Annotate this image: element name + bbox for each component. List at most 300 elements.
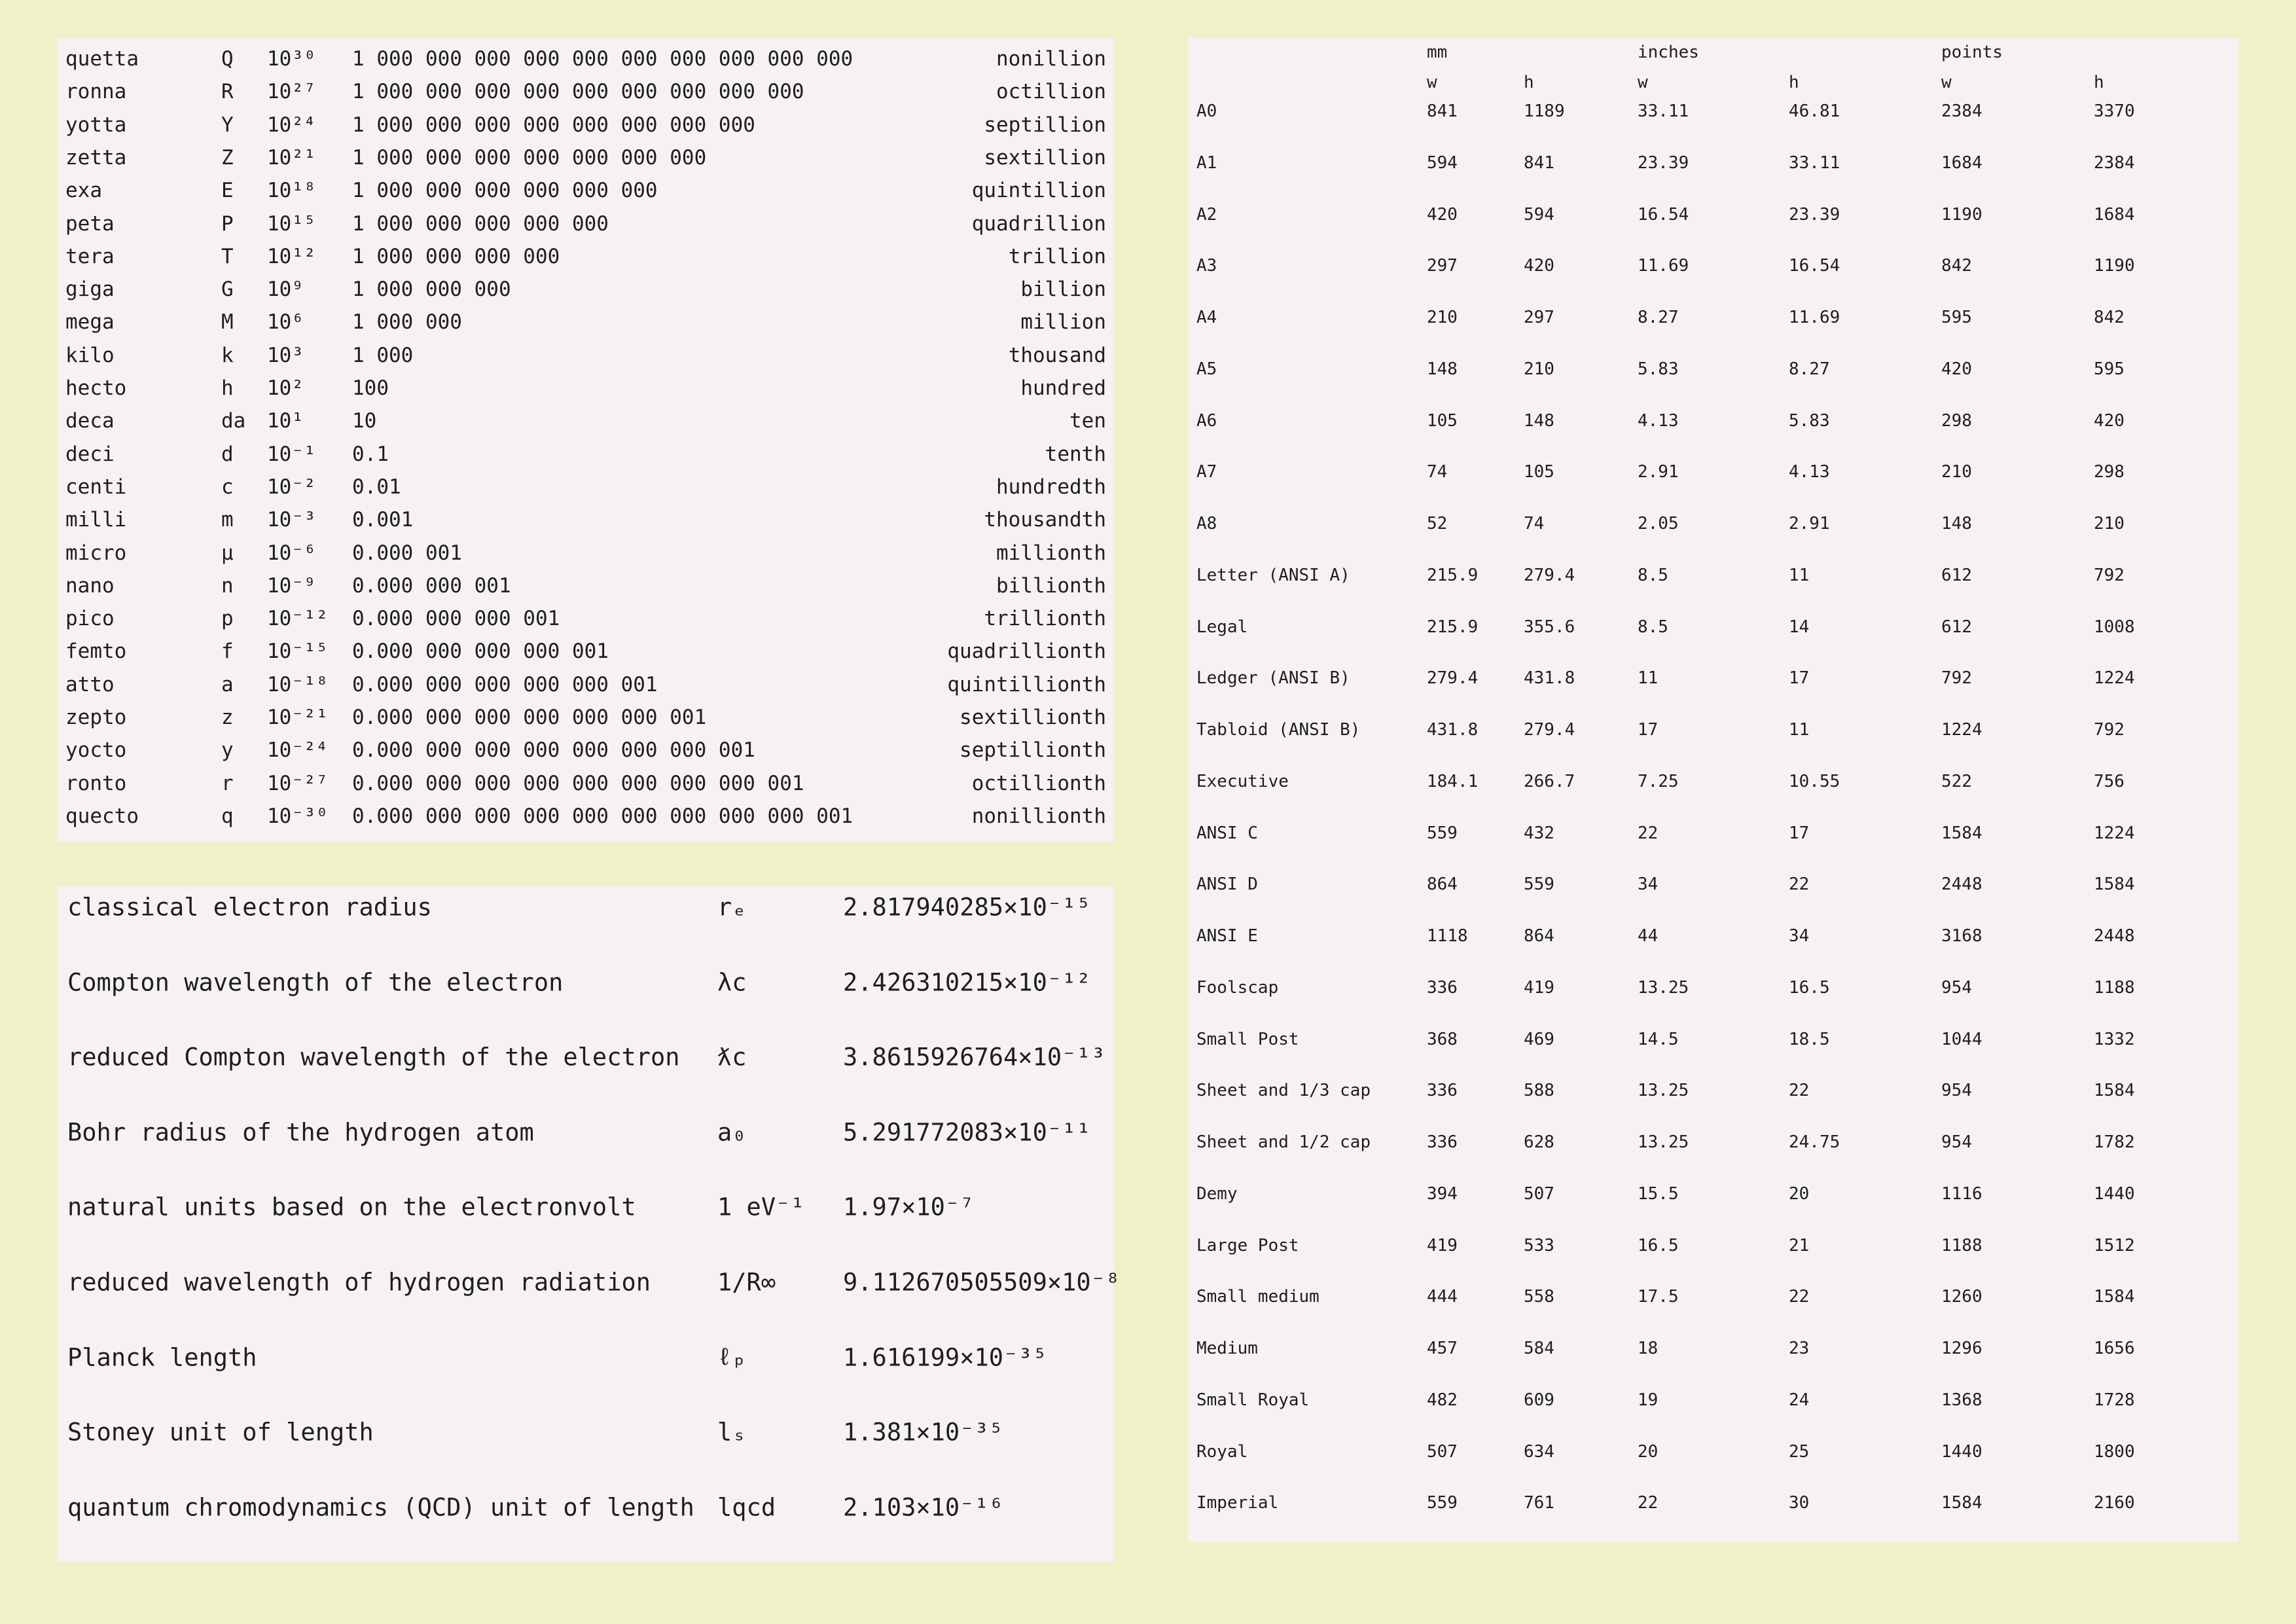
- height-mm: 628: [1524, 1132, 1554, 1152]
- prefix-power: 10⁻²⁷: [267, 771, 329, 795]
- paper-size-row: [1189, 511, 2238, 537]
- height-in: 17: [1789, 668, 1810, 689]
- width-in: 19: [1638, 1390, 1659, 1410]
- constant-symbol: a₀: [717, 1118, 747, 1147]
- width-pt: 1116: [1941, 1183, 1982, 1204]
- height-mm: 148: [1524, 410, 1554, 431]
- prefix-power: 10²¹: [267, 145, 316, 170]
- prefix-decimal: 0.000 000 000 000 000 001: [352, 672, 658, 696]
- paper-size-row: [1189, 665, 2238, 691]
- prefix-symbol: P: [221, 211, 234, 236]
- length-constant-row: [58, 1113, 1114, 1152]
- paper-name: ANSI D: [1196, 875, 1258, 895]
- paper-size-row: [1189, 1387, 2238, 1413]
- prefix-power: 10³: [267, 343, 304, 367]
- width-pt: 1584: [1941, 1493, 1982, 1513]
- width-in: 14.5: [1638, 1029, 1679, 1049]
- width-mm: 559: [1427, 1493, 1458, 1513]
- prefix-word: nonillionth: [971, 804, 1106, 828]
- width-pt: 148: [1941, 514, 1972, 533]
- prefix-power: 10⁻³⁰: [267, 804, 329, 828]
- prefix-decimal: 1 000 000 000 000 000 000 000 000: [352, 113, 755, 137]
- paper-name: Tabloid (ANSI B): [1196, 720, 1361, 740]
- constant-name: Bohr radius of the hydrogen atom: [67, 1118, 534, 1147]
- constant-value: 1.616199×10⁻³⁵: [843, 1343, 1047, 1372]
- paper-name: ANSI C: [1196, 823, 1258, 843]
- height-mm: 279.4: [1524, 565, 1575, 585]
- paper-name: A3: [1196, 256, 1217, 276]
- paper-size-row: [1189, 1181, 2238, 1207]
- prefix-word: thousandth: [984, 508, 1106, 532]
- prefix-word: octillion: [996, 80, 1106, 104]
- paper-name: Sheet and 1/3 cap: [1196, 1081, 1371, 1101]
- height-mm: 1189: [1524, 101, 1565, 121]
- constant-value: 9.112670505509×10⁻⁸: [843, 1268, 1121, 1297]
- prefix-word: quadrillionth: [947, 640, 1106, 664]
- height-pt: 1188: [2094, 977, 2135, 998]
- dimension-header: h: [1524, 73, 1534, 92]
- width-in: 13.25: [1638, 1081, 1689, 1101]
- width-in: 13.25: [1638, 1132, 1689, 1152]
- height-mm: 279.4: [1524, 720, 1575, 740]
- width-mm: 444: [1427, 1287, 1458, 1307]
- prefix-decimal: 1 000 000: [352, 310, 462, 334]
- constant-symbol: rₑ: [717, 893, 747, 922]
- height-mm: 761: [1524, 1493, 1554, 1513]
- prefix-power: 10⁹: [267, 278, 304, 302]
- width-mm: 210: [1427, 308, 1458, 327]
- width-mm: 864: [1427, 875, 1458, 895]
- paper-size-row: [1189, 1233, 2238, 1259]
- si-prefix-table: [58, 38, 1114, 842]
- prefix-symbol: da: [221, 409, 246, 433]
- width-mm: 336: [1427, 977, 1458, 998]
- paper-name: A0: [1196, 101, 1217, 121]
- height-mm: 594: [1524, 204, 1554, 225]
- width-in: 16.54: [1638, 204, 1689, 225]
- constant-name: Compton wavelength of the electron: [67, 968, 564, 997]
- prefix-name: hecto: [65, 376, 127, 400]
- constant-value: 1.381×10⁻³⁵: [843, 1418, 1004, 1447]
- si-prefix-row: [58, 767, 1114, 800]
- height-pt: 792: [2094, 565, 2125, 585]
- si-prefix-row: [58, 109, 1114, 141]
- si-prefix-row: [58, 43, 1114, 75]
- height-pt: 2448: [2094, 926, 2135, 946]
- width-in: 8.27: [1638, 308, 1679, 327]
- paper-size-row: [1189, 717, 2238, 743]
- prefix-name: ronna: [65, 80, 127, 104]
- width-in: 15.5: [1638, 1183, 1679, 1204]
- prefix-name: quetta: [65, 47, 139, 71]
- height-mm: 507: [1524, 1183, 1554, 1204]
- width-pt: 612: [1941, 565, 1972, 585]
- height-in: 14: [1789, 617, 1810, 637]
- paper-size-row: [1189, 871, 2238, 897]
- prefix-word: thousand: [1008, 343, 1106, 367]
- width-pt: 210: [1941, 462, 1972, 482]
- prefix-symbol: y: [221, 738, 234, 763]
- paper-name: A4: [1196, 308, 1217, 327]
- unit-group-header: points: [1941, 43, 2003, 62]
- height-in: 34: [1789, 926, 1810, 946]
- height-in: 20: [1789, 1183, 1810, 1204]
- width-mm: 594: [1427, 153, 1458, 173]
- prefix-power: 10⁶: [267, 310, 304, 334]
- length-constants-table: [58, 886, 1121, 1562]
- prefix-name: giga: [65, 278, 115, 302]
- width-pt: 1044: [1941, 1029, 1982, 1049]
- prefix-name: tera: [65, 244, 115, 268]
- height-in: 22: [1789, 875, 1810, 895]
- width-in: 2.91: [1638, 462, 1679, 482]
- paper-size-row: [1189, 768, 2238, 795]
- prefix-symbol: f: [221, 640, 234, 664]
- constant-value: 3.8615926764×10⁻¹³: [843, 1043, 1105, 1072]
- height-in: 30: [1789, 1493, 1810, 1513]
- prefix-word: trillionth: [984, 607, 1106, 631]
- height-mm: 533: [1524, 1235, 1554, 1255]
- height-in: 11.69: [1789, 308, 1840, 327]
- prefix-decimal: 1 000 000 000 000 000 000 000: [352, 145, 707, 170]
- unit-group-header: inches: [1638, 43, 1699, 62]
- constant-name: Stoney unit of length: [67, 1418, 374, 1447]
- paper-name: Large Post: [1196, 1235, 1299, 1255]
- width-mm: 297: [1427, 256, 1458, 276]
- si-prefix-row: [58, 569, 1114, 602]
- height-pt: 756: [2094, 771, 2125, 791]
- width-mm: 394: [1427, 1183, 1458, 1204]
- prefix-symbol: r: [221, 771, 234, 795]
- prefix-name: deci: [65, 442, 115, 466]
- width-pt: 1440: [1941, 1441, 1982, 1462]
- width-mm: 841: [1427, 101, 1458, 121]
- length-constant-row: [58, 888, 1114, 927]
- paper-size-row: [1189, 98, 2238, 124]
- prefix-name: kilo: [65, 343, 115, 367]
- height-mm: 419: [1524, 977, 1554, 998]
- constant-name: quantum chromodynamics (QCD) unit of length: [67, 1493, 694, 1522]
- height-pt: 1440: [2094, 1183, 2135, 1204]
- si-prefix-row: [58, 668, 1114, 701]
- height-in: 16.54: [1789, 256, 1840, 276]
- prefix-symbol: E: [221, 179, 234, 203]
- height-mm: 588: [1524, 1081, 1554, 1101]
- constant-symbol: 1/R∞: [717, 1268, 776, 1297]
- height-pt: 210: [2094, 514, 2125, 533]
- prefix-word: trillion: [1008, 244, 1106, 268]
- prefix-power: 10⁻⁹: [267, 573, 316, 598]
- dimension-header: w: [1427, 73, 1437, 92]
- prefix-power: 10⁻²: [267, 475, 316, 499]
- length-constant-row: [58, 1488, 1114, 1527]
- height-in: 17: [1789, 823, 1810, 843]
- paper-size-row: [1189, 150, 2238, 176]
- width-pt: 792: [1941, 668, 1972, 689]
- width-in: 22: [1638, 823, 1659, 843]
- width-pt: 595: [1941, 308, 1972, 327]
- si-prefix-row: [58, 75, 1114, 108]
- paper-name: A5: [1196, 359, 1217, 379]
- width-mm: 105: [1427, 410, 1458, 431]
- width-mm: 368: [1427, 1029, 1458, 1049]
- prefix-power: 10⁻⁶: [267, 541, 316, 565]
- si-prefix-row: [58, 240, 1114, 273]
- width-pt: 1224: [1941, 720, 1982, 740]
- prefix-name: nano: [65, 573, 115, 598]
- width-in: 44: [1638, 926, 1659, 946]
- height-pt: 1584: [2094, 1081, 2135, 1101]
- paper-size-row: [1189, 253, 2238, 279]
- width-pt: 842: [1941, 256, 1972, 276]
- prefix-decimal: 1 000 000 000 000 000 000: [352, 179, 658, 203]
- width-in: 5.83: [1638, 359, 1679, 379]
- height-in: 16.5: [1789, 977, 1830, 998]
- paper-name: A6: [1196, 410, 1217, 431]
- si-prefix-row: [58, 537, 1114, 569]
- prefix-power: 10³⁰: [267, 47, 316, 71]
- paper-name: Legal: [1196, 617, 1248, 637]
- length-constant-row: [58, 1338, 1114, 1377]
- height-pt: 1684: [2094, 204, 2135, 225]
- prefix-symbol: Q: [221, 47, 234, 71]
- paper-name: Small Post: [1196, 1029, 1299, 1049]
- paper-name: Letter (ANSI A): [1196, 565, 1350, 585]
- width-in: 18: [1638, 1339, 1659, 1358]
- width-in: 7.25: [1638, 771, 1679, 791]
- prefix-name: centi: [65, 475, 127, 499]
- height-mm: 431.8: [1524, 668, 1575, 689]
- width-pt: 3168: [1941, 926, 1982, 946]
- prefix-name: ronto: [65, 771, 127, 795]
- height-in: 11: [1789, 720, 1810, 740]
- height-pt: 1512: [2094, 1235, 2135, 1255]
- paper-sizes-table: [1189, 38, 2238, 1542]
- prefix-word: million: [1020, 310, 1106, 334]
- constant-value: 2.103×10⁻¹⁶: [843, 1493, 1004, 1522]
- height-in: 24.75: [1789, 1132, 1840, 1152]
- paper-name: A7: [1196, 462, 1217, 482]
- paper-size-row: [1189, 562, 2238, 588]
- width-in: 11: [1638, 668, 1659, 689]
- paper-name: Foolscap: [1196, 977, 1279, 998]
- paper-header-groups: [1189, 39, 2238, 65]
- width-pt: 522: [1941, 771, 1972, 791]
- width-pt: 1684: [1941, 153, 1982, 173]
- prefix-word: sextillionth: [960, 706, 1106, 729]
- prefix-power: 10¹⁵: [267, 211, 316, 236]
- prefix-power: 10⁻¹⁵: [267, 640, 329, 664]
- si-prefix-row: [58, 438, 1114, 471]
- prefix-word: septillion: [984, 113, 1106, 137]
- paper-name: Medium: [1196, 1339, 1258, 1358]
- si-prefix-row: [58, 800, 1114, 833]
- height-pt: 595: [2094, 359, 2125, 379]
- prefix-symbol: T: [221, 244, 234, 268]
- height-pt: 2160: [2094, 1493, 2135, 1513]
- prefix-name: pico: [65, 607, 115, 631]
- paper-size-row: [1189, 1077, 2238, 1104]
- prefix-decimal: 0.000 000 000 000 000 000 000 000 000 001: [352, 804, 853, 828]
- paper-size-row: [1189, 1284, 2238, 1310]
- width-in: 16.5: [1638, 1235, 1679, 1255]
- prefix-name: femto: [65, 640, 127, 664]
- width-in: 33.11: [1638, 101, 1689, 121]
- paper-size-row: [1189, 304, 2238, 331]
- si-prefix-row: [58, 141, 1114, 174]
- width-mm: 1118: [1427, 926, 1468, 946]
- prefix-decimal: 1 000 000 000: [352, 278, 511, 302]
- paper-name: Imperial: [1196, 1493, 1279, 1513]
- width-pt: 954: [1941, 1132, 1972, 1152]
- paper-name: A1: [1196, 153, 1217, 173]
- length-constant-row: [58, 1263, 1121, 1302]
- prefix-name: exa: [65, 179, 102, 203]
- paper-size-row: [1189, 975, 2238, 1001]
- prefix-name: peta: [65, 211, 115, 236]
- height-pt: 1190: [2094, 256, 2135, 276]
- prefix-symbol: Y: [221, 113, 234, 137]
- height-pt: 420: [2094, 410, 2125, 431]
- si-prefix-row: [58, 602, 1114, 635]
- prefix-name: atto: [65, 672, 115, 696]
- unit-group-header: mm: [1427, 43, 1448, 62]
- prefix-decimal: 0.001: [352, 508, 414, 532]
- width-in: 34: [1638, 875, 1659, 895]
- prefix-name: mega: [65, 310, 115, 334]
- constant-symbol: 1 eV⁻¹: [717, 1193, 805, 1221]
- width-pt: 1368: [1941, 1390, 1982, 1410]
- constant-symbol: lₛ: [717, 1418, 747, 1447]
- prefix-symbol: k: [221, 343, 234, 367]
- prefix-power: 10⁻²⁴: [267, 738, 329, 763]
- prefix-symbol: R: [221, 80, 234, 104]
- width-mm: 336: [1427, 1132, 1458, 1152]
- paper-size-row: [1189, 356, 2238, 382]
- width-mm: 457: [1427, 1339, 1458, 1358]
- width-in: 20: [1638, 1441, 1659, 1462]
- prefix-symbol: c: [221, 475, 234, 499]
- prefix-symbol: M: [221, 310, 234, 334]
- height-mm: 210: [1524, 359, 1554, 379]
- height-in: 22: [1789, 1081, 1810, 1101]
- prefix-word: billion: [1020, 278, 1106, 302]
- height-pt: 298: [2094, 462, 2125, 482]
- paper-size-row: [1189, 202, 2238, 228]
- prefix-name: yotta: [65, 113, 127, 137]
- si-prefix-row: [58, 174, 1114, 207]
- height-in: 33.11: [1789, 153, 1840, 173]
- paper-name: A8: [1196, 514, 1217, 533]
- height-pt: 1224: [2094, 668, 2135, 689]
- height-mm: 841: [1524, 153, 1554, 173]
- height-in: 23.39: [1789, 204, 1840, 225]
- height-in: 5.83: [1789, 410, 1830, 431]
- width-mm: 559: [1427, 823, 1458, 843]
- height-in: 21: [1789, 1235, 1810, 1255]
- prefix-symbol: Z: [221, 145, 234, 170]
- height-pt: 1332: [2094, 1029, 2135, 1049]
- height-pt: 1008: [2094, 617, 2135, 637]
- si-prefix-row: [58, 405, 1114, 437]
- height-pt: 1584: [2094, 1287, 2135, 1307]
- si-prefix-row: [58, 734, 1114, 767]
- prefix-word: nonillion: [996, 47, 1106, 71]
- prefix-decimal: 0.000 000 000 000 000 000 000 000 001: [352, 771, 804, 795]
- dimension-header: w: [1941, 73, 1952, 92]
- width-in: 8.5: [1638, 617, 1668, 637]
- height-mm: 355.6: [1524, 617, 1575, 637]
- prefix-decimal: 0.01: [352, 475, 401, 499]
- prefix-power: 10²: [267, 376, 304, 400]
- prefix-power: 10⁻¹⁸: [267, 672, 329, 696]
- width-mm: 215.9: [1427, 565, 1479, 585]
- height-in: 11: [1789, 565, 1810, 585]
- height-mm: 559: [1524, 875, 1554, 895]
- length-constant-row: [58, 1038, 1114, 1077]
- height-in: 25: [1789, 1441, 1810, 1462]
- height-mm: 420: [1524, 256, 1554, 276]
- paper-name: Demy: [1196, 1183, 1238, 1204]
- width-mm: 419: [1427, 1235, 1458, 1255]
- prefix-symbol: n: [221, 573, 234, 598]
- si-prefix-row: [58, 503, 1114, 536]
- si-prefix-row: [58, 701, 1114, 734]
- height-in: 18.5: [1789, 1029, 1830, 1049]
- width-mm: 52: [1427, 514, 1448, 533]
- dimension-header: w: [1638, 73, 1648, 92]
- height-in: 4.13: [1789, 462, 1830, 482]
- prefix-power: 10⁻¹: [267, 442, 316, 466]
- prefix-decimal: 0.000 000 000 000 001: [352, 640, 609, 664]
- prefix-word: ten: [1069, 409, 1106, 433]
- width-pt: 420: [1941, 359, 1972, 379]
- height-pt: 1800: [2094, 1441, 2135, 1462]
- paper-size-row: [1189, 1335, 2238, 1362]
- paper-size-row: [1189, 1026, 2238, 1053]
- width-in: 13.25: [1638, 977, 1689, 998]
- width-pt: 1296: [1941, 1339, 1982, 1358]
- width-in: 17: [1638, 720, 1659, 740]
- prefix-power: 10²⁷: [267, 80, 316, 104]
- prefix-word: quadrillion: [971, 211, 1106, 236]
- height-pt: 792: [2094, 720, 2125, 740]
- height-mm: 558: [1524, 1287, 1554, 1307]
- height-pt: 3370: [2094, 101, 2135, 121]
- width-pt: 1260: [1941, 1287, 1982, 1307]
- dimension-header: h: [2094, 73, 2104, 92]
- prefix-power: 10⁻³: [267, 508, 316, 532]
- constant-name: classical electron radius: [67, 893, 432, 922]
- height-pt: 842: [2094, 308, 2125, 327]
- prefix-power: 10¹²: [267, 244, 316, 268]
- prefix-decimal: 0.000 000 000 000 000 000 000 001: [352, 738, 755, 763]
- prefix-power: 10¹⁸: [267, 179, 316, 203]
- prefix-name: yocto: [65, 738, 127, 763]
- prefix-word: quintillion: [971, 179, 1106, 203]
- length-constant-row: [58, 1413, 1114, 1452]
- prefix-word: millionth: [996, 541, 1106, 565]
- constant-name: reduced wavelength of hydrogen radiation: [67, 1268, 651, 1297]
- height-mm: 297: [1524, 308, 1554, 327]
- prefix-decimal: 0.000 000 000 001: [352, 607, 560, 631]
- constant-symbol: ℓₚ: [717, 1342, 747, 1371]
- width-pt: 612: [1941, 617, 1972, 637]
- paper-name: Sheet and 1/2 cap: [1196, 1132, 1371, 1152]
- height-mm: 469: [1524, 1029, 1554, 1049]
- height-in: 2.91: [1789, 514, 1830, 533]
- prefix-name: zetta: [65, 145, 127, 170]
